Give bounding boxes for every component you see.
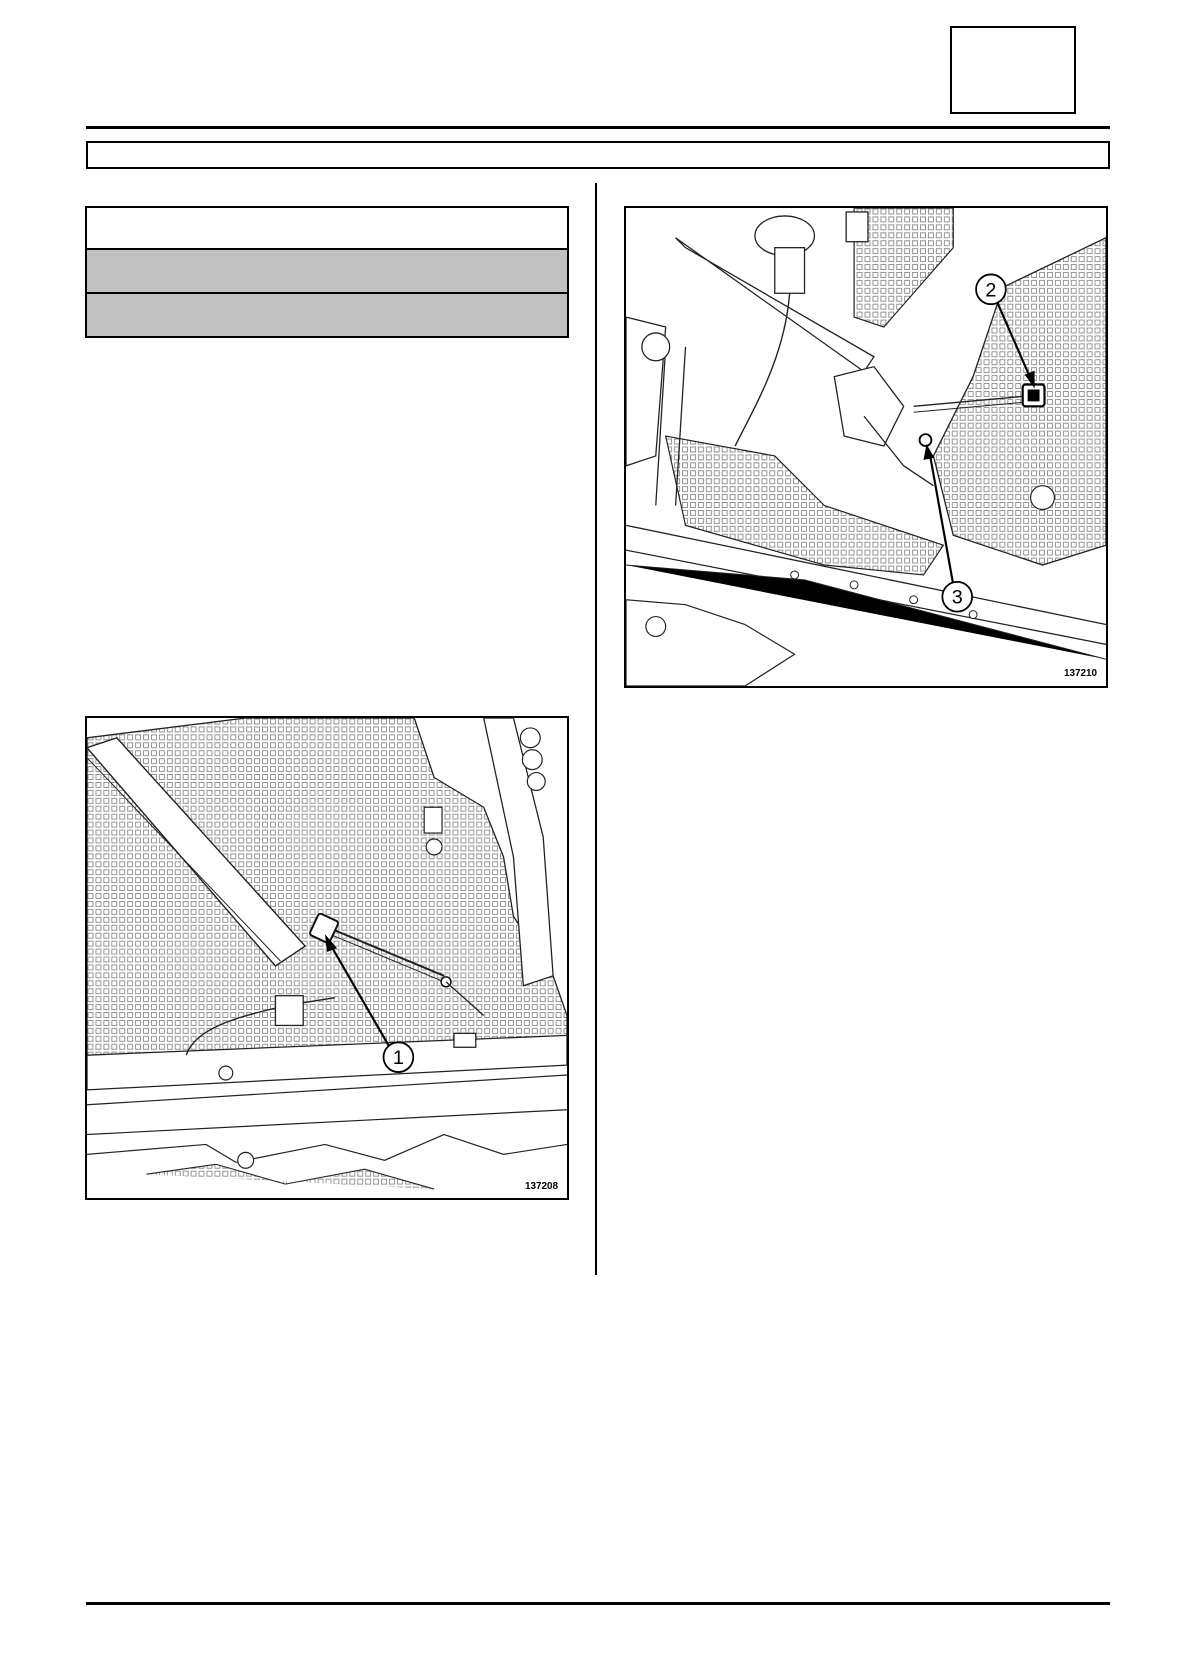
callout-label: 2 bbox=[985, 279, 997, 302]
section-number-box bbox=[950, 26, 1076, 114]
title-bar bbox=[86, 141, 1110, 169]
figure-number: 137210 bbox=[1064, 668, 1098, 680]
warning-table bbox=[85, 206, 569, 338]
callout-label: 3 bbox=[951, 586, 963, 609]
warning-table-row bbox=[87, 294, 567, 336]
callout-label: 1 bbox=[392, 1047, 404, 1070]
figure-137208 bbox=[85, 716, 569, 1200]
column-divider bbox=[595, 183, 597, 1275]
warning-table-row bbox=[87, 250, 567, 294]
figure-137210 bbox=[624, 206, 1108, 688]
underbody-illustration-icon bbox=[87, 718, 567, 1198]
header-rule bbox=[86, 126, 1110, 129]
underbody-illustration-icon bbox=[626, 208, 1106, 686]
figure-number: 137208 bbox=[525, 1181, 559, 1193]
warning-table-row bbox=[87, 208, 567, 250]
footer-rule bbox=[86, 1602, 1110, 1605]
